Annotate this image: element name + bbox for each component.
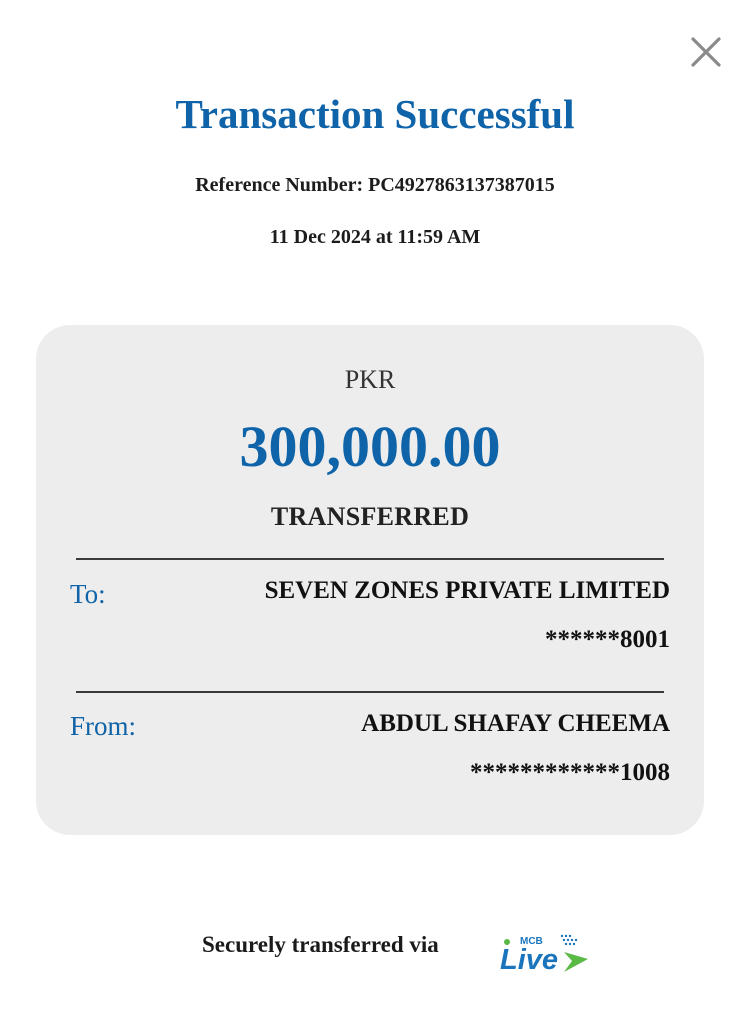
transaction-card: [36, 325, 704, 835]
sender-account: ************1008: [470, 759, 670, 786]
recipient-name: SEVEN ZONES PRIVATE LIMITED: [264, 577, 670, 604]
from-label: From:: [70, 711, 137, 741]
currency-label: PKR: [344, 365, 396, 394]
transaction-datetime: 11 Dec 2024 at 11:59 AM: [269, 226, 481, 248]
to-label: To:: [70, 579, 106, 609]
sender-name: ABDUL SHAFAY CHEEMA: [361, 710, 670, 737]
recipient-account: ******8001: [545, 626, 670, 653]
close-icon[interactable]: [688, 34, 724, 70]
mcb-live-logo: [498, 932, 590, 974]
footer-text: Securely transferred via: [202, 932, 439, 957]
logo-mcb-text: MCB: [520, 936, 543, 947]
logo-live-text: Live: [500, 944, 559, 974]
transfer-amount: 300,000.00: [239, 414, 501, 479]
transfer-status: TRANSFERRED: [270, 502, 470, 531]
page-title: Transaction Successful: [175, 91, 575, 137]
divider: [76, 691, 664, 693]
footer: [0, 928, 750, 978]
divider: [76, 558, 664, 560]
reference-number: Reference Number: PC4927863137387015: [195, 174, 555, 196]
